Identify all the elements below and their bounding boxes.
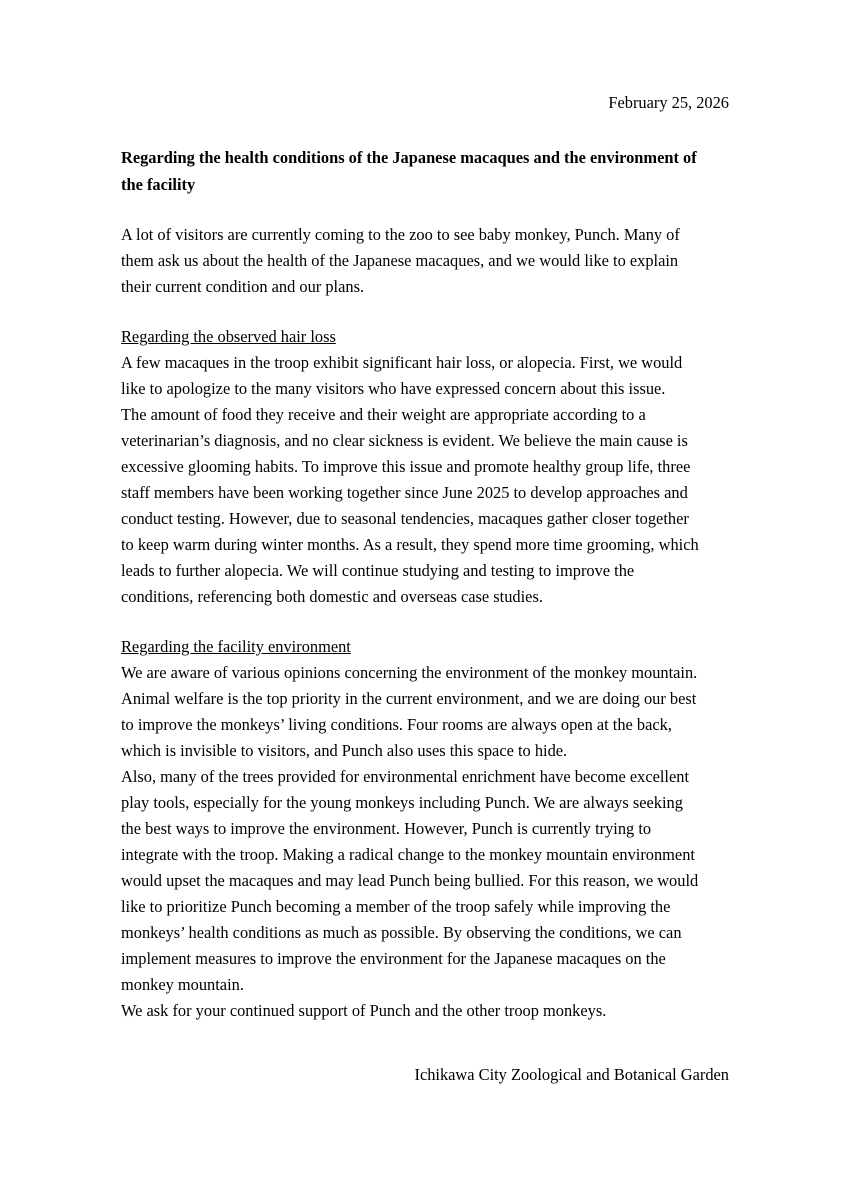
body-line: which is invisible to visitors, and Punch also uses this space to hide.: [121, 741, 568, 760]
section-heading-hair-loss: Regarding the observed hair loss: [121, 327, 336, 346]
body-line: conduct testing. However, due to seasonal tendencies, macaques gather closer together: [121, 509, 689, 528]
body-line: A few macaques in the troop exhibit significant hair loss, or alopecia. First, we would: [121, 353, 683, 372]
section-body-hair-loss: [121, 350, 729, 610]
body-line: conditions, referencing both domestic and overseas case studies.: [121, 587, 543, 606]
intro-line: their current condition and our plans.: [121, 277, 365, 296]
body-line: Animal welfare is the top priority in the current environment, and we are doing our best: [121, 689, 697, 708]
body-line: to keep warm during winter months. As a result, they spend more time grooming, which: [121, 535, 699, 554]
document-title: [121, 144, 729, 198]
document-content: [121, 90, 729, 1088]
body-line: staff members have been working together since June 2025 to develop approaches and: [121, 483, 688, 502]
body-line: We ask for your continued support of Punch and the other troop monkeys.: [121, 1001, 607, 1020]
intro-line: A lot of visitors are currently coming to the zoo to see baby monkey, Punch. Many of: [121, 225, 680, 244]
document-date: February 25, 2026: [608, 93, 729, 112]
body-line: would upset the macaques and may lead Punch being bullied. For this reason, we would: [121, 871, 699, 890]
section-heading-facility: Regarding the facility environment: [121, 637, 351, 656]
body-line: veterinarian’s diagnosis, and no clear sickness is evident. We believe the main cause is: [121, 431, 688, 450]
body-line: excessive glooming habits. To improve this issue and promote healthy group life, three: [121, 457, 691, 476]
section-body-facility: [121, 660, 729, 1024]
body-line: like to apologize to the many visitors who have expressed concern about this issue.: [121, 379, 666, 398]
body-line: leads to further alopecia. We will continue studying and testing to improve the: [121, 561, 635, 580]
body-line: like to prioritize Punch becoming a member of the troop safely while improving the: [121, 897, 671, 916]
body-line: the best ways to improve the environment. However, Punch is currently trying to: [121, 819, 652, 838]
body-line: monkey mountain.: [121, 975, 244, 994]
body-line: play tools, especially for the young monkeys including Punch. We are always seeking: [121, 793, 683, 812]
title-line: the facility: [121, 175, 196, 194]
body-line: We are aware of various opinions concerning the environment of the monkey mountain.: [121, 663, 698, 682]
intro-paragraph: [121, 222, 729, 300]
body-line: implement measures to improve the environment for the Japanese macaques on the: [121, 949, 666, 968]
body-line: to improve the monkeys’ living conditions. Four rooms are always open at the back,: [121, 715, 672, 734]
body-line: The amount of food they receive and their weight are appropriate according to a: [121, 405, 646, 424]
signature: Ichikawa City Zoological and Botanical Garden: [414, 1065, 729, 1084]
body-line: monkeys’ health conditions as much as possible. By observing the conditions, we can: [121, 923, 682, 942]
body-line: Also, many of the trees provided for environmental enrichment have become excellent: [121, 767, 689, 786]
intro-line: them ask us about the health of the Japanese macaques, and we would like to explain: [121, 251, 679, 270]
body-line: integrate with the troop. Making a radical change to the monkey mountain environment: [121, 845, 695, 864]
title-line: Regarding the health conditions of the Japanese macaques and the environment of: [121, 148, 697, 167]
